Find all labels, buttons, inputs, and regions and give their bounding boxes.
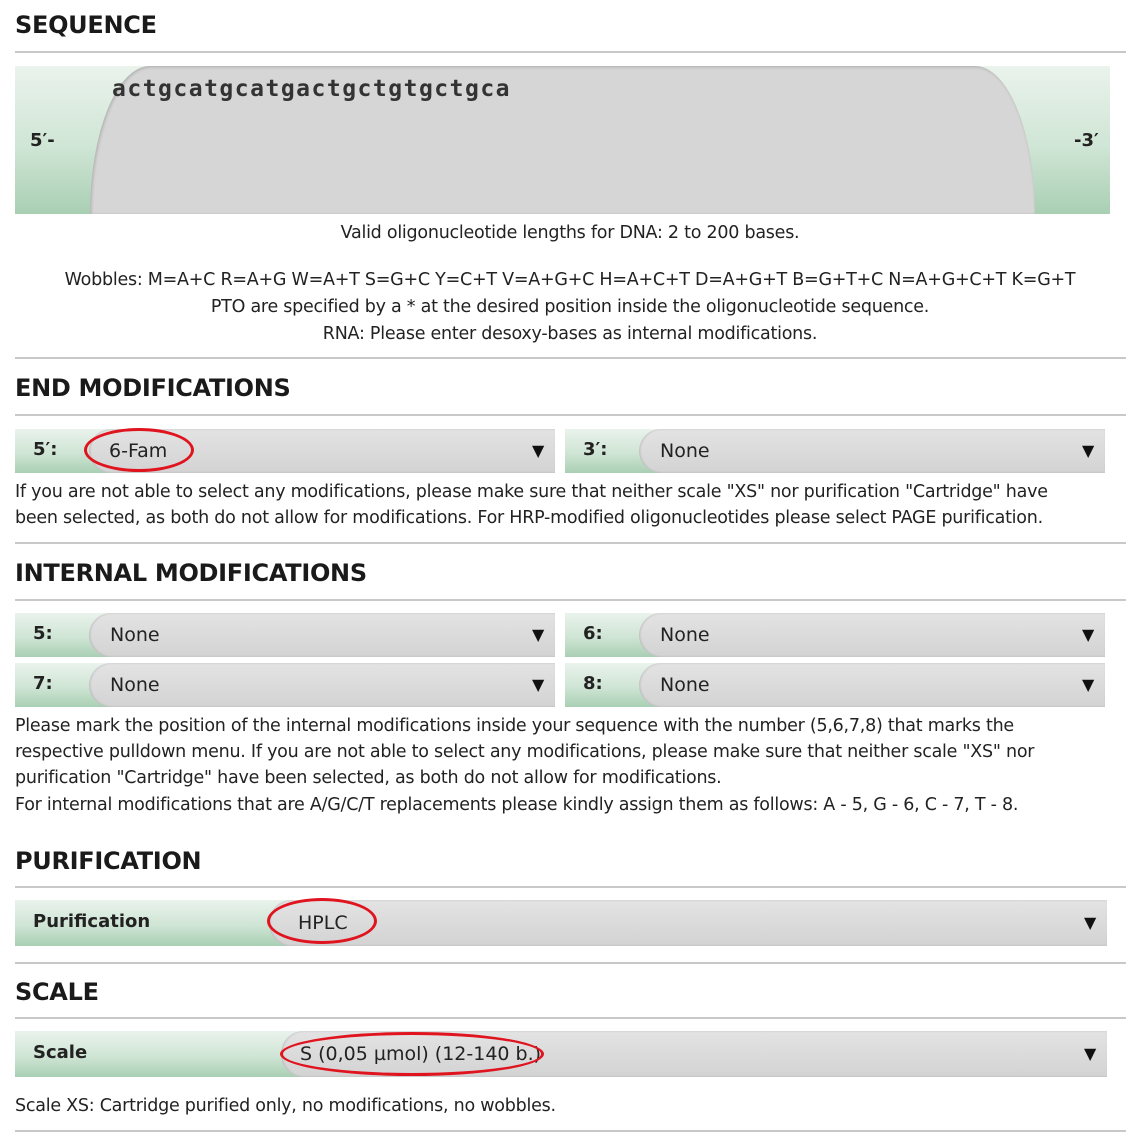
scale-note: Scale XS: Cartridge purified only, no modifications, no wobbles. [15, 1096, 556, 1116]
purification-select[interactable] [15, 900, 1107, 946]
internal-mod-value: None [660, 674, 710, 696]
three-prime-mod-select[interactable] [565, 429, 1105, 473]
select-field[interactable] [639, 429, 1105, 473]
scale-value: S (0,05 µmol) (12-140 b.) [300, 1043, 542, 1065]
divider [15, 542, 1126, 544]
five-prime-mod-value: 6-Fam [109, 440, 168, 462]
internal-mod-value: None [110, 624, 160, 646]
sequence-heading: SEQUENCE [15, 11, 157, 39]
chevron-down-icon: ▼ [1082, 675, 1095, 694]
internal-mod-value: None [110, 674, 160, 696]
internal-mod-select-5[interactable] [15, 613, 555, 657]
divider [15, 886, 1126, 888]
purification-value: HPLC [298, 912, 348, 934]
chevron-down-icon: ▼ [532, 675, 545, 694]
valid-lengths-note: Valid oligonucleotide lengths for DNA: 2 to 200 bases. [340, 223, 800, 243]
select-field[interactable] [639, 663, 1105, 707]
select-field[interactable] [89, 613, 555, 657]
internal-mod-note-line1: Please mark the position of the internal modifications inside your sequence with the number (5,6,7,8) that marks the [15, 716, 1014, 736]
three-prime-mod-value: None [660, 440, 710, 462]
divider [15, 414, 1126, 416]
divider [15, 1130, 1126, 1132]
divider [15, 357, 1126, 359]
sequence-value: actgcatgcatgactgctgtgctgca [112, 76, 512, 102]
wobbles-note: Wobbles: M=A+C R=A+G W=A+T S=G+C Y=C+T V=A+G+C H=A+C+T D=A+G+T B=G+T+C N=A+G+C+T K=G+T [64, 270, 1076, 290]
highlight-circle [267, 898, 377, 944]
highlight-circle [84, 428, 194, 472]
purification-label: Purification [33, 911, 151, 932]
internal-mod-value: None [660, 624, 710, 646]
end-mod-note-line2: been selected, as both do not allow for modifications. For HRP-modified oligonucleotides please select PAGE purification. [15, 508, 1043, 528]
internal-modifications-heading: INTERNAL MODIFICATIONS [15, 559, 367, 587]
five-prime-mod-label: 5′: [33, 439, 58, 460]
end-modifications-heading: END MODIFICATIONS [15, 374, 291, 402]
chevron-down-icon: ▼ [1084, 913, 1097, 932]
internal-mod-label: 7: [33, 673, 53, 694]
scale-label: Scale [33, 1042, 88, 1063]
five-prime-label: 5′- [30, 130, 55, 151]
purification-heading: PURIFICATION [15, 847, 202, 875]
sequence-textarea[interactable] [90, 66, 1035, 214]
internal-mod-select-8[interactable] [565, 663, 1105, 707]
internal-mod-label: 6: [583, 623, 603, 644]
internal-mod-select-7[interactable] [15, 663, 555, 707]
internal-mod-label: 5: [33, 623, 53, 644]
pto-note: PTO are specified by a * at the desired position inside the oligonucleotide sequence. [210, 297, 930, 317]
divider [15, 599, 1126, 601]
internal-mod-label: 8: [583, 673, 603, 694]
chevron-down-icon: ▼ [1082, 441, 1095, 460]
divider [15, 51, 1126, 53]
three-prime-mod-label: 3′: [583, 439, 608, 460]
highlight-circle [280, 1032, 544, 1076]
internal-mod-note-line4: For internal modifications that are A/G/C/T replacements please kindly assign them as follows: A - 5, G - 6, C - 7, T - 8. [15, 795, 1019, 815]
rna-note: RNA: Please enter desoxy-bases as internal modifications. [322, 324, 818, 344]
select-field[interactable] [639, 613, 1105, 657]
chevron-down-icon: ▼ [532, 625, 545, 644]
scale-select[interactable] [15, 1031, 1107, 1077]
chevron-down-icon: ▼ [532, 441, 545, 460]
select-field[interactable] [89, 663, 555, 707]
chevron-down-icon: ▼ [1082, 625, 1095, 644]
chevron-down-icon: ▼ [1084, 1044, 1097, 1063]
internal-mod-note-line2: respective pulldown menu. If you are not able to select any modifications, please make sure that neither scale "XS" nor [15, 742, 1035, 762]
scale-heading: SCALE [15, 978, 99, 1006]
three-prime-label: -3′ [1074, 130, 1099, 151]
select-field[interactable] [269, 900, 1107, 946]
end-mod-note-line1: If you are not able to select any modifications, please make sure that neither scale "XS" nor purification "Cartridge" have [15, 482, 1048, 502]
divider [15, 962, 1126, 964]
internal-mod-select-6[interactable] [565, 613, 1105, 657]
divider [15, 1017, 1126, 1019]
internal-mod-note-line3: purification "Cartridge" have been selected, as both do not allow for modifications. [15, 768, 722, 788]
